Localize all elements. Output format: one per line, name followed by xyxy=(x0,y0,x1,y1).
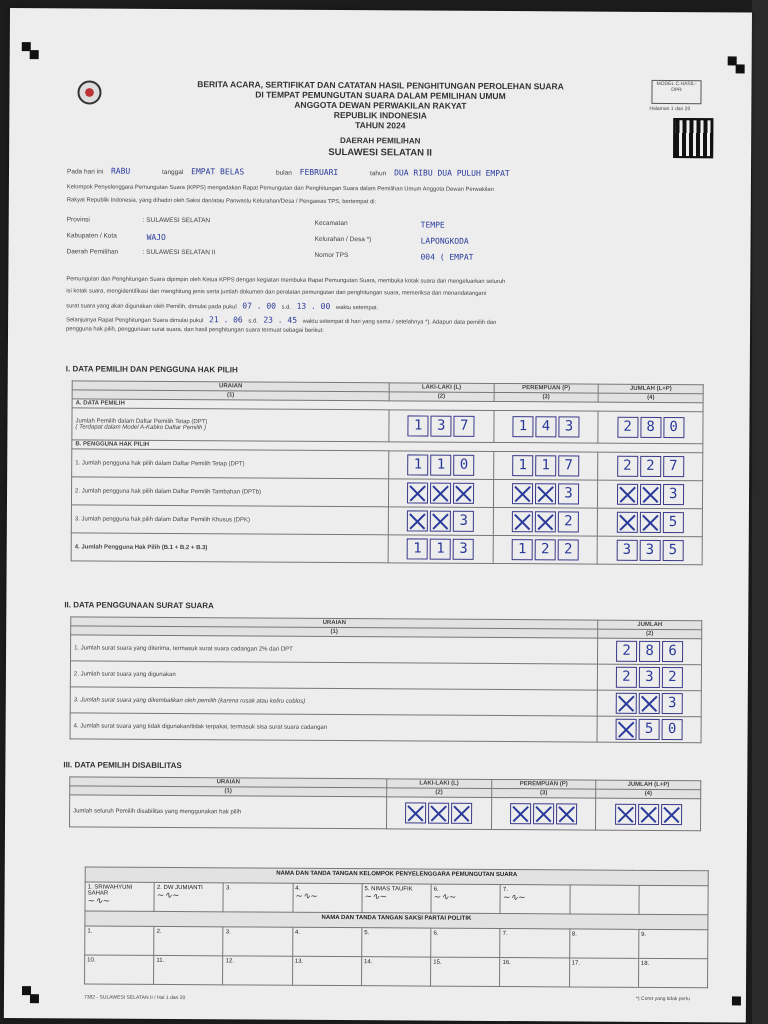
digit-box: 1 xyxy=(430,539,451,560)
handwritten-signature: ~∿~ xyxy=(156,890,180,902)
signature-label: 4. xyxy=(294,929,301,936)
digit-box: 1 xyxy=(408,415,429,436)
crossed-digit-box xyxy=(638,804,659,825)
signature-label: 1. SRIWAHYUNI SAHAR xyxy=(87,884,133,897)
para4: Selanjutnya Rapat Penghitungan Suara dimulai pukul 21 . 06 s.d. 23 . 45 waktu setempat di hari yang sama / setelahnya *). Adapun data pemilih dan xyxy=(66,315,497,326)
digit-box: 3 xyxy=(558,416,579,437)
date-label: tanggal xyxy=(162,168,184,177)
signature-cell xyxy=(638,929,707,958)
digit-box: 6 xyxy=(662,641,683,662)
qr-code xyxy=(673,118,713,158)
digit-box: 1 xyxy=(430,455,451,476)
crossed-digit-box xyxy=(407,482,428,503)
disabilitas-row: Jumlah seluruh Pemilih disabilitas yang menggunakan hak pilih xyxy=(69,795,700,831)
title-line1: BERITA ACARA, SERTIFIKAT DAN CATATAN HASIL PENGHITUNGAN PEROLEHAN SUARA xyxy=(197,79,564,92)
signature-cell xyxy=(638,958,707,987)
digit-box: 2 xyxy=(558,539,579,560)
signature-label: 3. xyxy=(225,929,231,936)
digit-box: 2 xyxy=(617,417,638,438)
footer-left: 7382 - SULAWESI SELATAN II / Hal 1 dari 20 xyxy=(83,994,186,1002)
signature-label: 6. xyxy=(433,886,439,893)
digit-box: 7 xyxy=(454,416,475,437)
digit-box: 1 xyxy=(512,416,533,437)
digit-box: 1 xyxy=(512,539,533,560)
signature-cell xyxy=(223,927,292,956)
saksi-signature-row xyxy=(85,955,708,988)
title-line2: DI TEMPAT PEMUNGUTAN SUARA DALAM PEMILIHAN UMUM xyxy=(255,89,506,102)
digit-box: 8 xyxy=(639,641,660,662)
title-line3: ANGGOTA DEWAN PERWAKILAN RAKYAT xyxy=(294,99,467,111)
b3-row: 3. Jumlah pengguna hak pilih dalam Daftar Pemilih Khusus (DPK) 3 2 5 xyxy=(71,505,702,537)
digit-box: 5 xyxy=(662,512,683,533)
signature-label: 15. xyxy=(433,959,442,966)
signature-label: 5. xyxy=(364,930,370,937)
digit-box: 0 xyxy=(662,719,683,740)
digit-box: 0 xyxy=(663,417,684,438)
crossed-digit-box xyxy=(405,802,426,823)
crossed-digit-box xyxy=(661,804,682,825)
digit-box: 1 xyxy=(535,455,556,476)
title-line5: TAHUN 2024 xyxy=(355,120,406,131)
digit-box: 2 xyxy=(640,456,661,477)
section1-title: I. DATA PEMILIH DAN PENGGUNA HAK PILIH xyxy=(65,364,238,375)
signature-cell xyxy=(431,957,500,986)
signature-label: 13. xyxy=(294,958,304,965)
digit-box: 1 xyxy=(407,538,428,559)
signature-cell xyxy=(85,926,154,955)
digit-box: 3 xyxy=(431,416,452,437)
para3: surat suara yang akan digunakan oleh Pemilih, dimulai pada pukul 07 . 00 s.d. 13 . 00 waktu setempat. xyxy=(66,301,379,312)
dpt-row: Jumlah Pemilih dalam Daftar Pemilih Tetap (DPT) ( Terdapat dalam Model A-Kabko Daftar Pemilih ) 1 3 7 1 4 3 2 8 0 xyxy=(72,408,703,444)
signature-cell xyxy=(431,884,500,913)
signature-label: 4. xyxy=(295,885,301,892)
kab-row: Kabupaten / Kota WAJO xyxy=(66,232,166,242)
year-label: tahun xyxy=(370,170,387,178)
signature-label: 14. xyxy=(364,959,373,966)
saksi-title: NAMA DAN TANDA TANGAN SAKSI PARTAI POLITIK xyxy=(85,911,708,930)
corner-marker xyxy=(30,50,39,59)
crossed-digit-box xyxy=(640,484,661,505)
saksi-signature-row xyxy=(85,926,708,959)
month-label: bulan xyxy=(275,169,292,177)
corner-marker xyxy=(30,994,39,1003)
ss-row2: 2. Jumlah surat suara yang digunakan 2 3 2 xyxy=(70,661,701,691)
date-value: EMPAT BELAS xyxy=(191,167,245,177)
signature-label: 7. xyxy=(502,887,508,894)
signature-label: 5. NIMAS TAUFIK xyxy=(364,886,413,893)
page-indicator: Halaman 1 dari 20 xyxy=(649,105,691,113)
digit-box: 2 xyxy=(558,511,579,532)
digit-box: 1 xyxy=(407,454,428,475)
section3-table: URAIAN LAKI-LAKI (L) PEREMPUAN (P) JUMLAH (L+P) (1) (2) (3) (4) Jumlah seluruh Pemilih disabilitas yang menggunakan hak pilih xyxy=(69,776,701,831)
b1-row: 1. Jumlah pengguna hak pilih dalam Daftar Pemilih Tetap (DPT) 1 1 0 1 1 7 2 2 7 xyxy=(72,449,703,481)
digit-box: 7 xyxy=(558,455,579,476)
crossed-digit-box xyxy=(453,483,474,504)
crossed-digit-box xyxy=(512,511,533,532)
b2-row: 2. Jumlah pengguna hak pilih dalam Daftar Pemilih Tambahan (DPTb) 3 3 xyxy=(71,477,702,509)
signature-label: 2. xyxy=(156,928,162,935)
digit-box: 3 xyxy=(639,667,660,688)
signature-cell xyxy=(154,882,223,911)
signature-cell xyxy=(361,957,430,986)
signature-label: 17. xyxy=(571,960,581,967)
digit-box: 3 xyxy=(639,540,660,561)
signature-cell xyxy=(569,958,638,987)
intro-text1: Kelompok Penyelenggara Pemungutan Suara (KPPS) mengadakan Rapat Pemungutan dan Penghitungan Suara dalam Pemilihan Umum Anggota Dewan Perwakilan xyxy=(66,184,494,193)
signature-cell xyxy=(292,927,361,956)
para2: isi kotak suara, mengidentifikasi dan menghitung jenis serta jumlah dokumen dan peralatan pemungutan dan penghitungan suara, memeriksa dan menandatangani xyxy=(66,288,487,297)
section2-title: II. DATA PENGGUNAAN SURAT SUARA xyxy=(64,600,214,611)
crossed-digit-box xyxy=(407,510,428,531)
signature-label: 8. xyxy=(571,931,577,938)
month-value: FEBRUARI xyxy=(299,167,339,178)
crossed-digit-box xyxy=(639,693,660,714)
crossed-digit-box xyxy=(639,512,660,533)
signature-cell xyxy=(431,928,500,957)
digit-box: 4 xyxy=(535,416,556,437)
signature-label: 16. xyxy=(502,960,511,967)
title-line4: REPUBLIK INDONESIA xyxy=(333,109,427,121)
handwritten-signature: ~∿~ xyxy=(364,892,388,903)
crossed-digit-box xyxy=(512,483,533,504)
digit-box: 0 xyxy=(453,455,474,476)
handwritten-signature: ~∿~ xyxy=(87,896,111,907)
signature-cell xyxy=(85,955,154,984)
signature-cell xyxy=(223,956,292,985)
signature-cell xyxy=(292,956,361,985)
digit-box: 2 xyxy=(616,667,637,688)
signature-cell xyxy=(293,883,362,912)
digit-box: 3 xyxy=(453,511,474,532)
signature-label: 2. DW JUMIANTI xyxy=(156,884,203,892)
signature-label: 10. xyxy=(87,957,96,964)
year-value: DUA RIBU DUA PULUH EMPAT xyxy=(394,168,510,179)
section3-title: III. DATA PEMILIH DISABILITAS xyxy=(63,760,182,771)
signature-cell xyxy=(639,885,708,914)
crossed-digit-box xyxy=(556,803,577,824)
digit-box: 3 xyxy=(663,484,684,505)
signature-cell xyxy=(154,955,223,984)
digit-box: 2 xyxy=(616,641,637,662)
handwritten-signature: ~∿~ xyxy=(433,892,457,903)
digit-box: 2 xyxy=(662,667,683,688)
handwritten-signature: ~∿~ xyxy=(502,893,526,904)
day-label: Pada hari ini xyxy=(66,168,104,176)
signature-label: 11. xyxy=(156,957,165,964)
section-b-label: B. PENGGUNA HAK PILIH xyxy=(72,440,703,453)
digit-box: 5 xyxy=(639,719,660,740)
corner-marker xyxy=(732,996,741,1005)
signature-cell xyxy=(500,885,569,914)
crossed-digit-box xyxy=(535,511,556,532)
digit-box: 2 xyxy=(535,539,556,560)
crossed-digit-box xyxy=(615,804,636,825)
dapil-name: SULAWESI SELATAN II xyxy=(328,146,432,159)
signature-cell xyxy=(570,885,639,914)
digit-box: 1 xyxy=(512,455,533,476)
signature-label: 12. xyxy=(225,958,234,965)
dapil-label: DAERAH PEMILIHAN xyxy=(339,136,421,146)
crossed-digit-box xyxy=(616,693,637,714)
digit-box: 7 xyxy=(663,456,684,477)
digit-box: 3 xyxy=(558,483,579,504)
para5: pengguna hak pilih, penggunaan surat suara, dan hasil penghitungan suara termuat sebagai berikut: xyxy=(66,326,324,334)
kec-row: Kecamatan TEMPE xyxy=(314,219,445,230)
crossed-digit-box xyxy=(430,483,451,504)
kpps-title: NAMA DAN TANDA TANGAN KELOMPOK PENYELENGGARA PEMUNGUTAN SUARA xyxy=(85,867,708,886)
crossed-digit-box xyxy=(616,512,637,533)
corner-marker xyxy=(736,64,745,73)
ss-row4: 4. Jumlah surat suara yang tidak digunakan/tidak terpakai, termasuk sisa surat suara cadangan 5 0 xyxy=(70,713,701,743)
section-a-label: A. DATA PEMILIH xyxy=(72,399,703,412)
b4-row: 4. Jumlah Pengguna Hak Pilih (B.1 + B.2 + B.3) 1 1 3 1 2 2 3 3 5 xyxy=(71,533,702,565)
signature-cell xyxy=(223,883,292,912)
digit-box: 2 xyxy=(617,456,638,477)
signature-cell xyxy=(362,884,431,913)
digit-box: 3 xyxy=(616,540,637,561)
ss-row1: 1. Jumlah surat suara yang diterima, termasuk surat suara cadangan 2% dari DPT 2 8 6 xyxy=(71,635,702,665)
prov-row: Provinsi : SULAWESI SELATAN xyxy=(66,216,211,225)
kpps-signature-row xyxy=(85,882,708,915)
crossed-digit-box xyxy=(617,484,638,505)
section2-table: URAIAN JUMLAH (1) (2) 1. Jumlah surat suara yang diterima, termasuk surat suara cadangan 2% dari DPT 2 8 6 2. Jumlah surat suara yang digunakan 2 3 2 3. Jumlah surat suara yang dikembalikan oleh pemilih (karena rusak atau keliru coblos) 3 4. Jumlah surat suara yang tidak digunakan/tidak terpakai, termasuk sisa surat suara cadangan 5 0 xyxy=(70,616,703,743)
para1: Pemungutan dan Penghitungan Suara dipimpin oleh Ketua KPPS dengan kegiatan membuka Rapat Pemungutan Suara, membuka kotak suara dan mengeluarkan seluruh xyxy=(66,276,506,286)
digit-box: 3 xyxy=(453,539,474,560)
signature-cell xyxy=(154,926,223,955)
dapil-row: Daerah Pemilihan : SULAWESI SELATAN II xyxy=(66,248,216,257)
signature-table xyxy=(84,866,709,988)
footer-right: *) Coret yang tidak perlu xyxy=(635,995,690,1003)
signature-label: 3. xyxy=(226,885,232,892)
signature-cell xyxy=(569,929,638,958)
model-box: MODEL C.HASIL-DPR xyxy=(651,80,701,104)
crossed-digit-box xyxy=(430,511,451,532)
signature-label: 7. xyxy=(502,931,508,938)
signature-cell xyxy=(500,958,569,987)
digit-box: 8 xyxy=(640,417,661,438)
digit-box: 3 xyxy=(662,693,683,714)
signature-label: 18. xyxy=(640,960,650,967)
crossed-digit-box xyxy=(510,803,531,824)
signature-cell xyxy=(85,882,154,911)
signature-cell xyxy=(362,928,431,957)
section1-table: URAIAN LAKI-LAKI (L) PEREMPUAN (P) JUMLAH (L+P) (1) (2) (3) (4) A. DATA PEMILIH Jumlah Pemilih dalam Daftar Pemilih Tetap (DPT) ( Terdapat dalam Model A-Kabko Daftar Pemilih ) 1 3 7 1 4 3 2 8 0 B. PENGGUNA HAK PILIH 1. Jumlah pengguna hak pilih dalam Daftar Pemilih Tetap (DPT) 1 1 0 1 1 7 2 2 7 2. Jumlah pengguna hak pilih dalam Daftar Pemilih Tambahan (DPTb) 3 3 3. Jumlah pengguna hak pilih dalam Daftar Pemilih Khusus (DPK) 3 2 5 4. Jumlah Pengguna Hak Pilih (B.1 + B.2 + B.3) 1 1 3 1 2 2 3 3 5 xyxy=(71,380,704,565)
handwritten-signature: ~∿~ xyxy=(295,891,318,902)
crossed-digit-box xyxy=(616,719,637,740)
ss-row3: 3. Jumlah surat suara yang dikembalikan oleh pemilih (karena rusak atau keliru coblos) 3 xyxy=(70,687,701,717)
crossed-digit-box xyxy=(535,483,556,504)
background-right xyxy=(752,0,768,1024)
intro-text2: Rakyat Republik Indonesia, yang dihadiri oleh Saksi dan/atau Panwaslu Kelurahan/Desa / Pengawas TPS, bertempat di: xyxy=(66,197,377,206)
crossed-digit-box xyxy=(428,803,449,824)
signature-cell xyxy=(500,929,569,958)
crossed-digit-box xyxy=(451,803,472,824)
day-value: RABU xyxy=(110,166,131,176)
digit-box: 5 xyxy=(662,540,683,561)
tps-row: Nomor TPS 004 ( EMPAT xyxy=(314,251,474,262)
form-sheet xyxy=(4,8,752,1023)
crossed-digit-box xyxy=(533,803,554,824)
kel-row: Kelurahan / Desa *) LAPONGKODA xyxy=(314,235,469,246)
signature-label: 6. xyxy=(433,930,439,937)
signature-label: 1. xyxy=(87,928,93,935)
intro-date-line xyxy=(67,166,510,178)
signature-label: 9. xyxy=(641,931,647,938)
